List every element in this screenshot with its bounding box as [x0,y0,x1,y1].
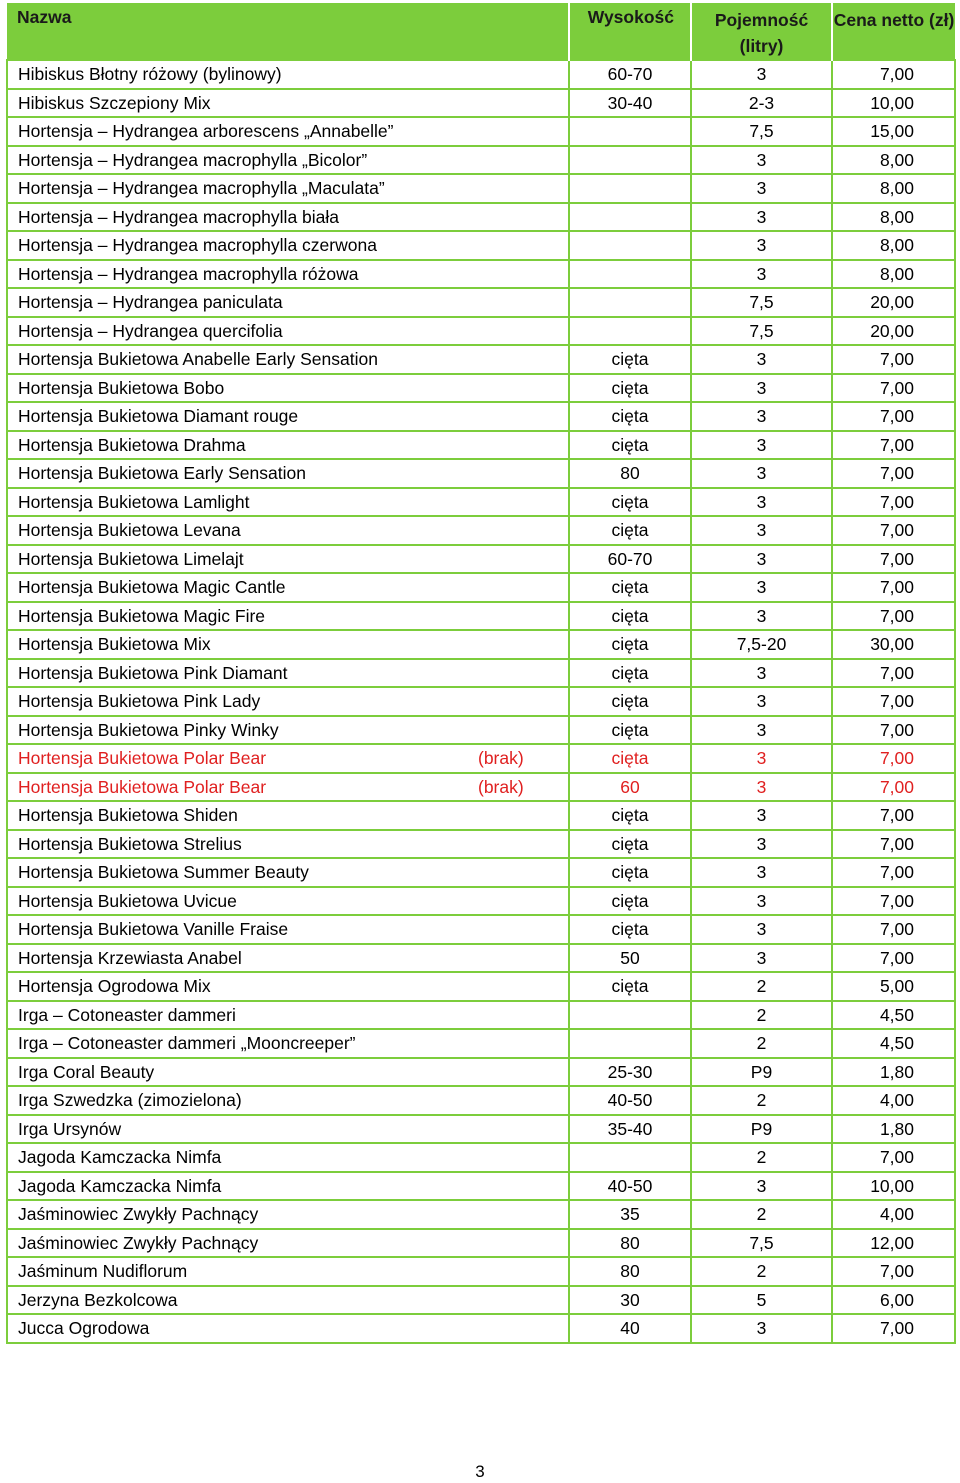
table-row [7,1029,955,1058]
cell-name [7,1086,569,1115]
cell-capacity: 3 [691,1314,832,1343]
cell-price: 1,80 [832,1115,955,1144]
page-number: 3 [475,1462,485,1481]
plant-name: Hortensja Bukietowa Polar Bear [18,776,267,797]
table-header-row [7,3,955,60]
cell-capacity: 3 [691,516,832,545]
cell-name [7,602,569,631]
plant-name: Hortensja Bukietowa Summer Beauty [18,862,309,883]
table-row [7,1058,955,1087]
cell-price: 7,00 [832,744,955,773]
cell-capacity: 3 [691,716,832,745]
plant-name: Hortensja Bukietowa Pink Lady [18,691,261,712]
cell-capacity: 2 [691,1086,832,1115]
plant-name: Hortensja Bukietowa Pink Diamant [18,662,288,683]
plant-name: Irga – Cotoneaster dammeri „Mooncreeper” [18,1033,356,1054]
plant-name: Jerzyna Bezkolcowa [18,1289,178,1310]
cell-name [7,1229,569,1258]
cell-capacity: 3 [691,402,832,431]
cell-name [7,317,569,346]
cell-price: 7,00 [832,431,955,460]
table-row [7,915,955,944]
plant-name: Hortensja Bukietowa Levana [18,520,241,541]
plant-name: Hortensja Bukietowa Lamlight [18,491,250,512]
cell-name [7,1001,569,1030]
table-row [7,1314,955,1343]
plant-name: Hortensja Bukietowa Bobo [18,377,225,398]
cell-price: 12,00 [832,1229,955,1258]
cell-capacity: 3 [691,602,832,631]
cell-name [7,516,569,545]
cell-price: 4,00 [832,1086,955,1115]
cell-price: 5,00 [832,972,955,1001]
cell-name [7,1115,569,1144]
plant-name: Jucca Ogrodowa [18,1318,150,1339]
cell-height [569,146,691,175]
table-row [7,1229,955,1258]
cell-name [7,887,569,916]
cell-name [7,1314,569,1343]
cell-price: 7,00 [832,687,955,716]
cell-name [7,174,569,203]
cell-price: 7,00 [832,602,955,631]
cell-height [569,1143,691,1172]
table-row [7,174,955,203]
cell-name [7,972,569,1001]
table-row [7,858,955,887]
cell-height: 40 [569,1314,691,1343]
table-body [7,60,955,1343]
table-row [7,972,955,1001]
table-row [7,288,955,317]
cell-height [569,1001,691,1030]
cell-height [569,174,691,203]
table-row [7,716,955,745]
cell-capacity: 2 [691,1029,832,1058]
cell-capacity: 3 [691,573,832,602]
table-row [7,887,955,916]
plant-name: Hortensja Krzewiasta Anabel [18,947,242,968]
cell-name [7,231,569,260]
cell-name [7,1257,569,1286]
plant-name: Hortensja Bukietowa Magic Fire [18,605,266,626]
cell-capacity: 3 [691,231,832,260]
cell-height: cięta [569,573,691,602]
cell-price: 7,00 [832,545,955,574]
plant-name: Jaśminowiec Zwykły Pachnący [18,1204,259,1225]
plant-name: Hortensja Bukietowa Vanille Fraise [18,919,289,940]
cell-price: 8,00 [832,260,955,289]
plant-name: Hibiskus Błotny różowy (bylinowy) [18,64,282,85]
table-row [7,231,955,260]
price-list-table [6,3,956,1344]
table-row [7,516,955,545]
table-row [7,602,955,631]
availability-note: (brak) [478,776,524,797]
cell-name [7,203,569,232]
cell-price: 7,00 [832,1143,955,1172]
cell-height: 50 [569,944,691,973]
cell-height: cięta [569,431,691,460]
cell-capacity: P9 [691,1058,832,1087]
table-row [7,146,955,175]
cell-name [7,1029,569,1058]
cell-price: 7,00 [832,374,955,403]
cell-height [569,117,691,146]
cell-price: 7,00 [832,915,955,944]
plant-name: Hortensja – Hydrangea quercifolia [18,320,283,341]
cell-height: cięta [569,716,691,745]
cell-name [7,858,569,887]
cell-height: cięta [569,972,691,1001]
cell-price: 7,00 [832,801,955,830]
cell-height [569,288,691,317]
table-row [7,89,955,118]
plant-name: Hortensja Bukietowa Drahma [18,434,246,455]
cell-height: cięta [569,630,691,659]
cell-name [7,89,569,118]
plant-name: Hortensja Bukietowa Uvicue [18,890,237,911]
cell-name [7,60,569,89]
table-row [7,1115,955,1144]
cell-height: 40-50 [569,1172,691,1201]
plant-name: Irga Ursynów [18,1118,122,1139]
cell-capacity: 3 [691,944,832,973]
cell-capacity: 7,5 [691,317,832,346]
cell-name [7,459,569,488]
cell-capacity: 7,5 [691,117,832,146]
cell-price: 7,00 [832,716,955,745]
cell-capacity: 3 [691,744,832,773]
cell-height: 80 [569,459,691,488]
table-row [7,1143,955,1172]
availability-note: (brak) [478,748,524,769]
cell-capacity: P9 [691,1115,832,1144]
plant-name: Irga Coral Beauty [18,1061,155,1082]
cell-price: 20,00 [832,288,955,317]
cell-price: 7,00 [832,858,955,887]
cell-capacity: 2 [691,1143,832,1172]
cell-capacity: 2 [691,1001,832,1030]
cell-price: 15,00 [832,117,955,146]
cell-height: 40-50 [569,1086,691,1115]
cell-height: cięta [569,687,691,716]
cell-price: 8,00 [832,146,955,175]
cell-price: 20,00 [832,317,955,346]
cell-name [7,687,569,716]
cell-height [569,260,691,289]
plant-name: Hortensja Bukietowa Anabelle Early Sensation [18,349,378,370]
plant-name: Hortensja Bukietowa Strelius [18,833,242,854]
cell-capacity: 3 [691,545,832,574]
cell-height: 80 [569,1257,691,1286]
cell-name [7,345,569,374]
cell-price: 10,00 [832,1172,955,1201]
plant-name: Hortensja – Hydrangea paniculata [18,292,283,313]
plant-name: Hortensja – Hydrangea macrophylla czerwona [18,235,377,256]
cell-name [7,431,569,460]
cell-name [7,260,569,289]
cell-name [7,830,569,859]
cell-price: 7,00 [832,659,955,688]
cell-height: 60 [569,773,691,802]
cell-capacity: 3 [691,203,832,232]
cell-name [7,374,569,403]
cell-capacity: 3 [691,915,832,944]
cell-height [569,203,691,232]
cell-capacity: 3 [691,174,832,203]
cell-name [7,488,569,517]
plant-name: Hortensja Bukietowa Magic Cantle [18,577,286,598]
cell-price: 7,00 [832,1314,955,1343]
cell-capacity: 3 [691,60,832,89]
table-row [7,1286,955,1315]
table-row [7,944,955,973]
table-row [7,659,955,688]
plant-name: Hortensja – Hydrangea macrophylla biała [18,206,340,227]
table-row [7,1086,955,1115]
cell-name [7,288,569,317]
table-row [7,573,955,602]
cell-height: 35 [569,1200,691,1229]
cell-height: cięta [569,345,691,374]
cell-price: 7,00 [832,488,955,517]
cell-price: 4,00 [832,1200,955,1229]
cell-height: 60-70 [569,545,691,574]
cell-capacity: 2 [691,972,832,1001]
cell-capacity: 2 [691,1257,832,1286]
plant-name: Hortensja – Hydrangea macrophylla różowa [18,263,359,284]
cell-name [7,944,569,973]
cell-name [7,915,569,944]
plant-name: Hibiskus Szczepiony Mix [18,92,211,113]
cell-price: 7,00 [832,60,955,89]
table-row [7,801,955,830]
cell-height: cięta [569,659,691,688]
cell-price: 8,00 [832,231,955,260]
cell-price: 4,50 [832,1001,955,1030]
cell-capacity: 3 [691,374,832,403]
cell-height: cięta [569,374,691,403]
cell-price: 7,00 [832,459,955,488]
cell-name [7,1172,569,1201]
cell-height: 60-70 [569,60,691,89]
cell-height: 35-40 [569,1115,691,1144]
cell-capacity: 7,5 [691,1229,832,1258]
cell-price: 7,00 [832,830,955,859]
cell-capacity: 3 [691,1172,832,1201]
cell-price: 1,80 [832,1058,955,1087]
cell-capacity: 3 [691,488,832,517]
cell-capacity: 2-3 [691,89,832,118]
cell-price: 7,00 [832,1257,955,1286]
table-row [7,687,955,716]
cell-name [7,659,569,688]
cell-capacity: 3 [691,687,832,716]
cell-price: 8,00 [832,203,955,232]
cell-price: 7,00 [832,402,955,431]
plant-name: Hortensja – Hydrangea arborescens „Annabelle” [18,121,394,142]
cell-name [7,773,569,802]
cell-capacity: 3 [691,858,832,887]
cell-price: 8,00 [832,174,955,203]
cell-height: cięta [569,801,691,830]
cell-price: 4,50 [832,1029,955,1058]
plant-name: Jaśminowiec Zwykły Pachnący [18,1232,259,1253]
table-row [7,830,955,859]
cell-height: cięta [569,488,691,517]
cell-price: 30,00 [832,630,955,659]
cell-name [7,545,569,574]
table-row [7,630,955,659]
cell-height: 30-40 [569,89,691,118]
table-row [7,1200,955,1229]
cell-name [7,402,569,431]
cell-height: cięta [569,402,691,431]
cell-capacity: 3 [691,146,832,175]
table-row [7,431,955,460]
cell-price: 6,00 [832,1286,955,1315]
column-header-capacity: Pojemność (litry) [691,3,832,60]
cell-capacity: 7,5 [691,288,832,317]
cell-capacity: 3 [691,830,832,859]
plant-name: Hortensja Bukietowa Pinky Winky [18,719,279,740]
cell-name [7,716,569,745]
table-row [7,1172,955,1201]
table-row [7,260,955,289]
cell-price: 7,00 [832,773,955,802]
cell-capacity: 3 [691,459,832,488]
cell-capacity: 3 [691,345,832,374]
plant-name: Hortensja – Hydrangea macrophylla „Maculata” [18,178,385,199]
table-row [7,459,955,488]
cell-name [7,801,569,830]
plant-name: Hortensja Bukietowa Polar Bear [18,748,267,769]
cell-capacity: 3 [691,431,832,460]
plant-name: Hortensja – Hydrangea macrophylla „Bicolor” [18,149,368,170]
table-row [7,374,955,403]
cell-price: 10,00 [832,89,955,118]
cell-height: cięta [569,744,691,773]
cell-capacity: 7,5-20 [691,630,832,659]
column-header-name: Nazwa [7,3,569,60]
cell-height: 30 [569,1286,691,1315]
cell-height: cięta [569,887,691,916]
cell-name [7,1058,569,1087]
cell-capacity: 3 [691,801,832,830]
plant-name: Jagoda Kamczacka Nimfa [18,1175,222,1196]
plant-name: Jagoda Kamczacka Nimfa [18,1147,222,1168]
cell-name [7,1286,569,1315]
cell-price: 7,00 [832,944,955,973]
cell-name [7,1143,569,1172]
table-row [7,773,955,802]
cell-capacity: 3 [691,773,832,802]
plant-name: Hortensja Bukietowa Shiden [18,805,238,826]
plant-name: Hortensja Bukietowa Mix [18,634,211,655]
table-row [7,744,955,773]
cell-height [569,231,691,260]
column-header-height: Wysokość [569,3,691,60]
cell-price: 7,00 [832,573,955,602]
cell-height: 80 [569,1229,691,1258]
table-row [7,117,955,146]
cell-name [7,630,569,659]
cell-capacity: 3 [691,887,832,916]
cell-capacity: 5 [691,1286,832,1315]
table-row [7,488,955,517]
cell-height: 25-30 [569,1058,691,1087]
cell-height: cięta [569,516,691,545]
plant-name: Jaśminum Nudiflorum [18,1261,188,1282]
cell-name [7,744,569,773]
plant-name: Irga – Cotoneaster dammeri [18,1004,236,1025]
table-row [7,1001,955,1030]
cell-name [7,573,569,602]
column-header-price: Cena netto (zł) [832,3,955,60]
cell-capacity: 3 [691,260,832,289]
table-row [7,317,955,346]
cell-height [569,317,691,346]
cell-height: cięta [569,830,691,859]
plant-name: Irga Szwedzka (zimozielona) [18,1090,242,1111]
cell-name [7,1200,569,1229]
cell-name [7,146,569,175]
table-row [7,345,955,374]
table-row [7,402,955,431]
plant-name: Hortensja Bukietowa Limelajt [18,548,244,569]
cell-price: 7,00 [832,516,955,545]
cell-height: cięta [569,915,691,944]
cell-capacity: 3 [691,659,832,688]
cell-height: cięta [569,858,691,887]
cell-price: 7,00 [832,345,955,374]
plant-name: Hortensja Bukietowa Early Sensation [18,463,306,484]
cell-name [7,117,569,146]
table-row [7,60,955,89]
cell-capacity: 2 [691,1200,832,1229]
table-row [7,1257,955,1286]
cell-height [569,1029,691,1058]
plant-name: Hortensja Ogrodowa Mix [18,976,211,997]
table-row [7,545,955,574]
cell-height: cięta [569,602,691,631]
cell-price: 7,00 [832,887,955,916]
table-row [7,203,955,232]
plant-name: Hortensja Bukietowa Diamant rouge [18,406,299,427]
